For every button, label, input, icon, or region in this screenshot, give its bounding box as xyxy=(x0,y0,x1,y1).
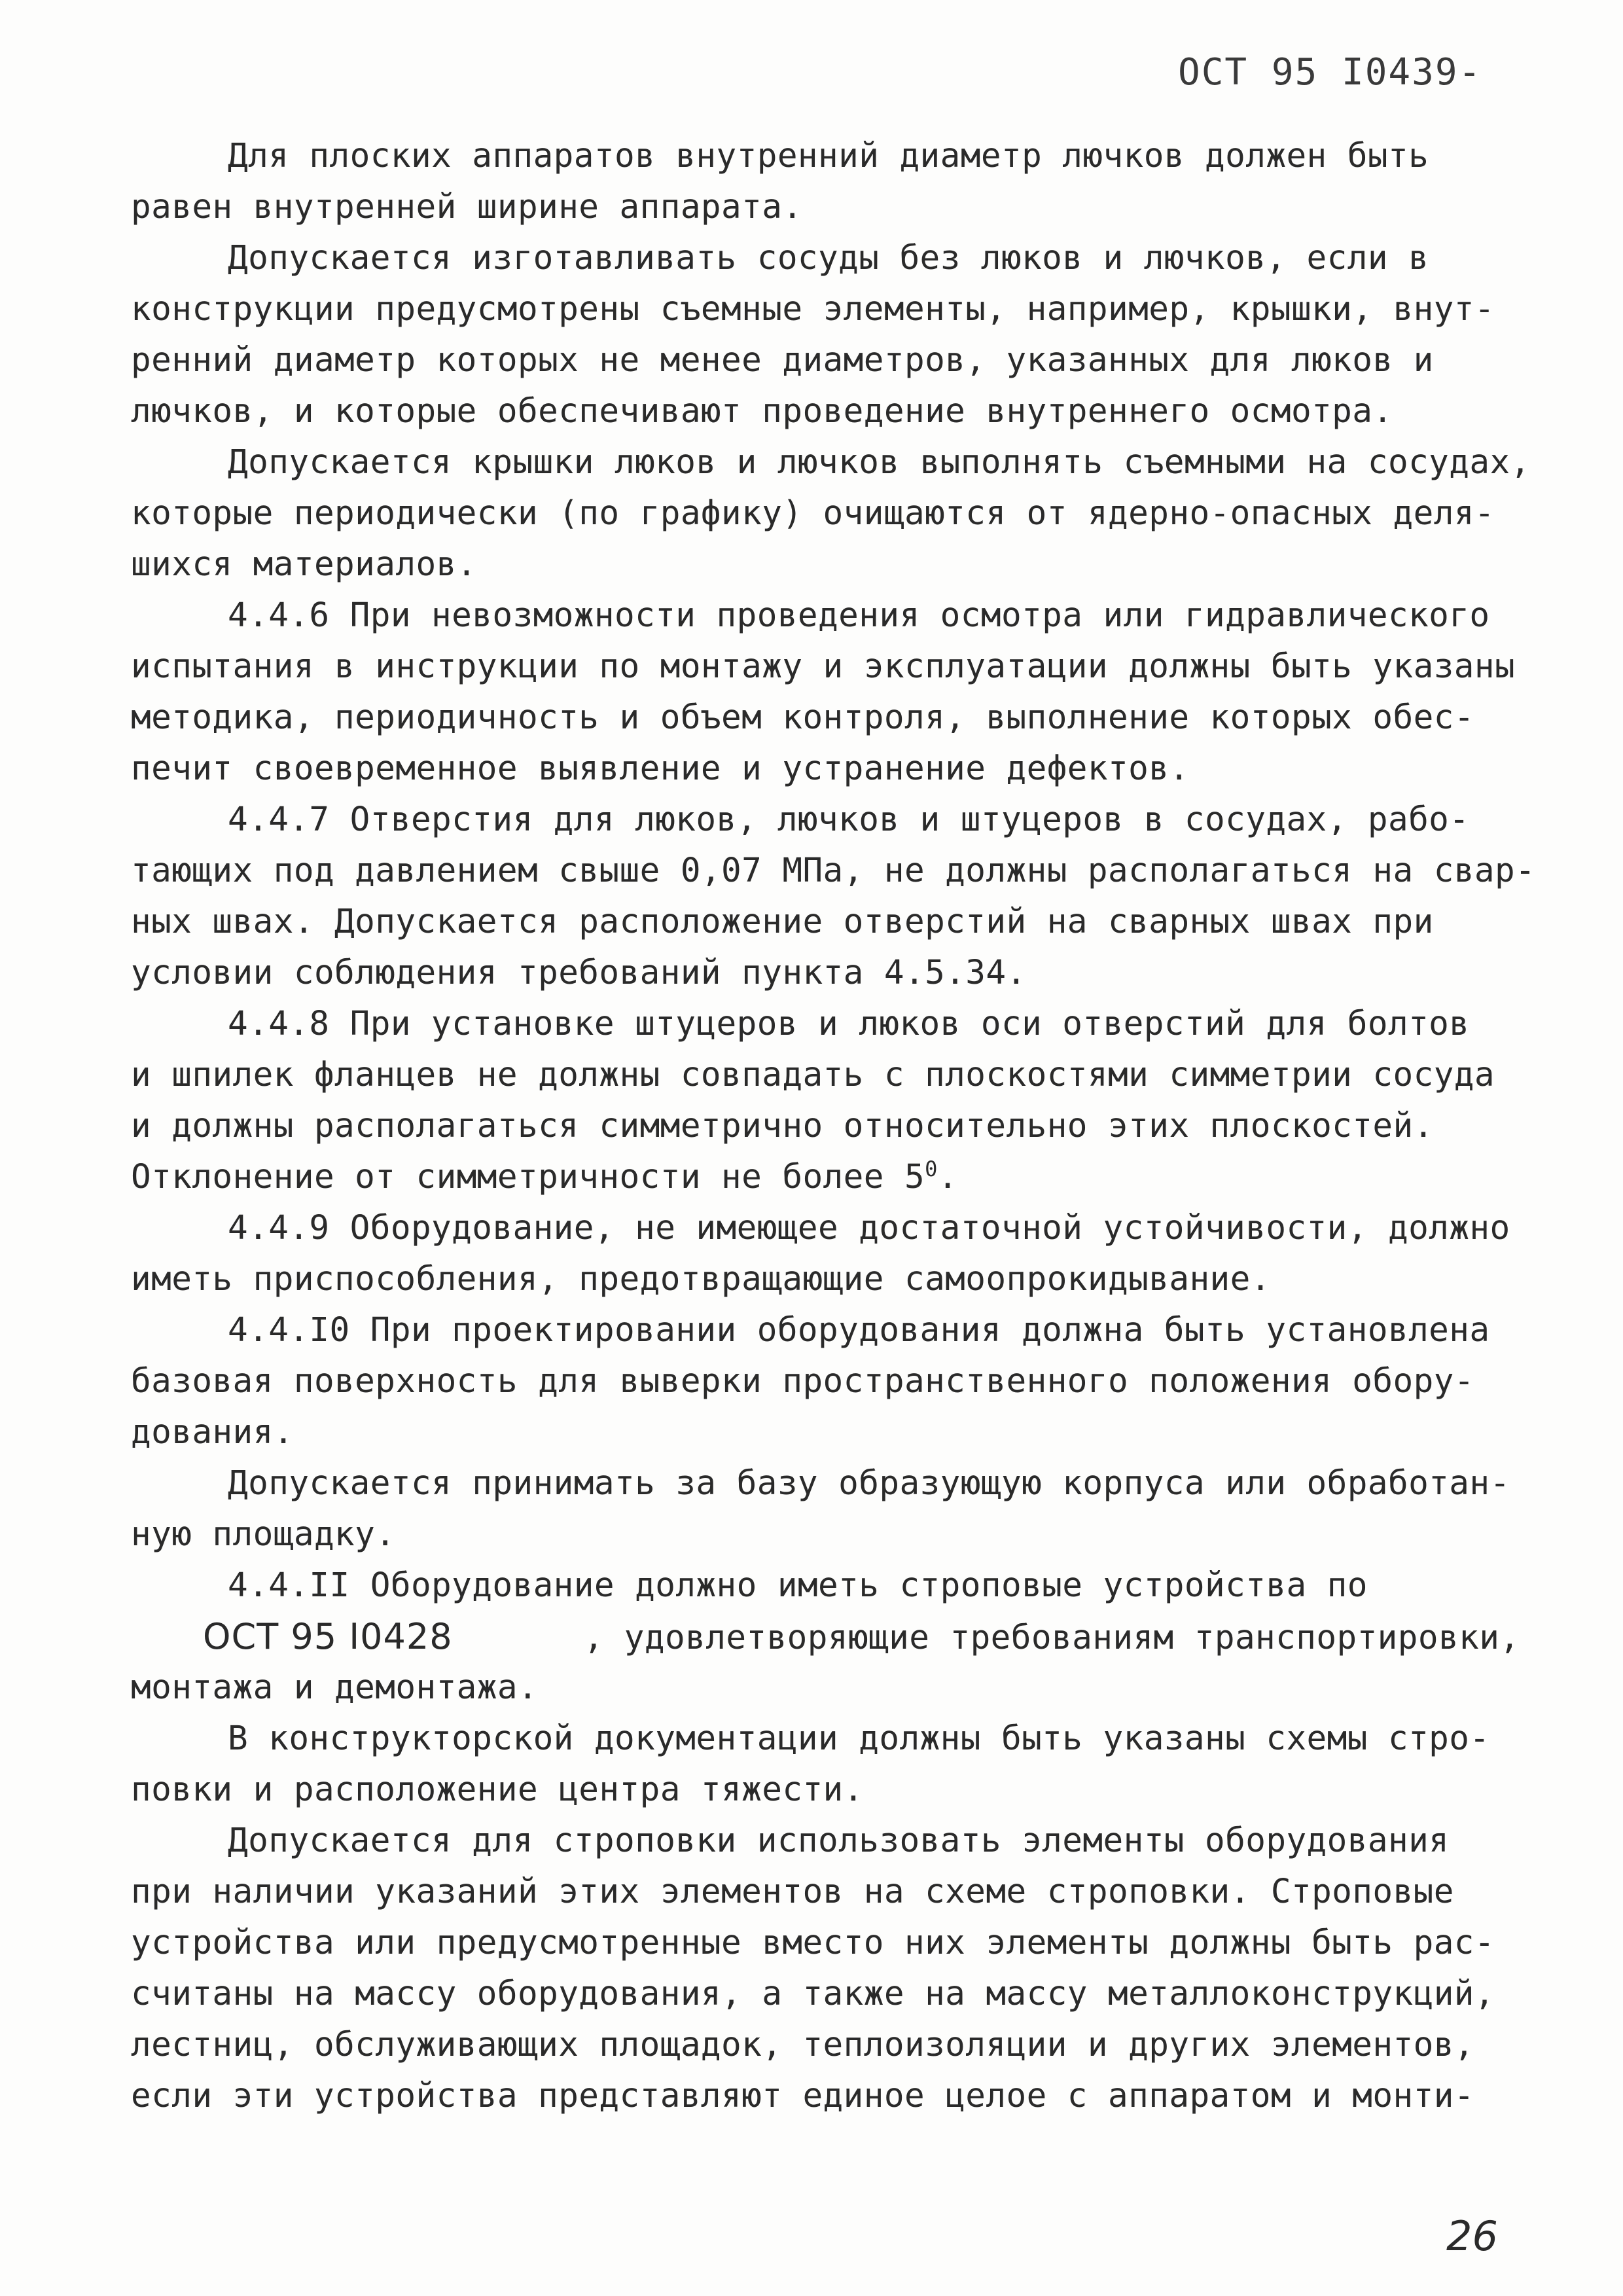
text-line: печит своевременное выявление и устранение дефектов. xyxy=(131,749,1190,788)
text-line: и должны располагаться симметрично относительно этих плоскостей. xyxy=(131,1107,1434,1145)
text-line: иметь приспособления, предотвращающие самоопрокидывание. xyxy=(131,1260,1271,1299)
text-line: методика, периодичность и объем контроля, выполнение которых обес- xyxy=(131,698,1474,737)
text-line: дования. xyxy=(131,1413,294,1452)
text-line: испытания в инструкции по монтажу и эксплуатации должны быть указаны xyxy=(131,647,1516,686)
clause-4-4-7-line: 4.4.7 Отверстия для люков, лючков и штуцеров в сосудах, рабо- xyxy=(228,800,1470,839)
text-line: Допускается для строповки использовать элементы оборудования xyxy=(228,1821,1450,1860)
text-line: считаны на массу оборудования, а также на массу металлоконструкций, xyxy=(131,1975,1495,2013)
deviation-text: Отклонение от симметричности не более 5 xyxy=(131,1158,925,1196)
text-line: если эти устройства представляют единое целое с аппаратом и монти- xyxy=(131,2077,1474,2115)
standard-reference: ОСТ 95 I0428 xyxy=(203,1616,453,1657)
text-line: которые периодически (по графику) очищаются от ядерно-опасных деля- xyxy=(131,494,1495,533)
text-line: Для плоских аппаратов внутренний диаметр лючков должен быть xyxy=(228,137,1429,175)
text-line: ренний диаметр которых не менее диаметров, указанных для люков и xyxy=(131,341,1434,380)
clause-4-4-6-line: 4.4.6 При невозможности проведения осмотра или гидравлического xyxy=(228,596,1490,635)
text-line: устройства или предусмотренные вместо них элементы должны быть рас- xyxy=(131,1924,1495,1962)
text-line: базовая поверхность для выверки пространственного положения обору- xyxy=(131,1362,1474,1401)
text-line: В конструкторской документации должны быть указаны схемы стро- xyxy=(228,1719,1490,1758)
text-line: ную площадку. xyxy=(131,1515,396,1554)
text-line: лестниц, обслуживающих площадок, теплоизоляции и других элементов, xyxy=(131,2026,1474,2064)
text-line: лючков, и которые обеспечивают проведение внутреннего осмотра. xyxy=(131,392,1393,431)
text-line: и шпилек фланцев не должны совпадать с плоскостями симметрии сосуда xyxy=(131,1056,1495,1094)
text-line: конструкции предусмотрены съемные элементы, например, крышки, внут- xyxy=(131,290,1495,329)
sentence-end: . xyxy=(937,1158,958,1196)
text-line xyxy=(131,1611,1538,1662)
text-line: ных швах. Допускается расположение отверстий на сварных швах при xyxy=(131,903,1434,941)
text-line: тающих под давлением свыше 0,07 МПа, не должны располагаться на свар- xyxy=(131,852,1536,890)
clause-4-4-11-line: 4.4.II Оборудование должно иметь строповые устройства по xyxy=(228,1566,1368,1605)
degree-superscript: 0 xyxy=(925,1157,938,1181)
text-line: монтажа и демонтажа. xyxy=(131,1668,539,1707)
clause-4-4-10-line: 4.4.I0 При проектировании оборудования должна быть установлена xyxy=(228,1311,1490,1350)
clause-4-4-9-line: 4.4.9 Оборудование, не имеющее достаточной устойчивости, должно xyxy=(228,1209,1510,1247)
clause-4-4-8-line: 4.4.8 При установке штуцеров и люков оси отверстий для болтов xyxy=(228,1005,1470,1043)
text-line: Допускается крышки люков и лючков выполнять съемными на сосудах, xyxy=(228,443,1531,482)
document-body xyxy=(131,131,1538,2122)
text-line: равен внутренней ширине аппарата. xyxy=(131,188,803,226)
text-fragment: , удовлетворяющие требованиям транспортировки, xyxy=(583,1619,1520,1657)
page-number: 26 xyxy=(1446,2212,1498,2260)
text-line: Допускается изготавливать сосуды без люков и лючков, если в xyxy=(228,239,1429,278)
text-line: Допускается принимать за базу образующую корпуса или обработан- xyxy=(228,1464,1510,1503)
text-line: повки и расположение центра тяжести. xyxy=(131,1770,864,1809)
text-line: шихся материалов. xyxy=(131,545,477,584)
text-line xyxy=(131,1152,1538,1203)
text-line: условии соблюдения требований пункта 4.5.34. xyxy=(131,954,1027,992)
document-code-header: ОСТ 95 I0439- xyxy=(1178,51,1482,94)
text-line: при наличии указаний этих элементов на схеме строповки. Строповые xyxy=(131,1873,1454,1911)
